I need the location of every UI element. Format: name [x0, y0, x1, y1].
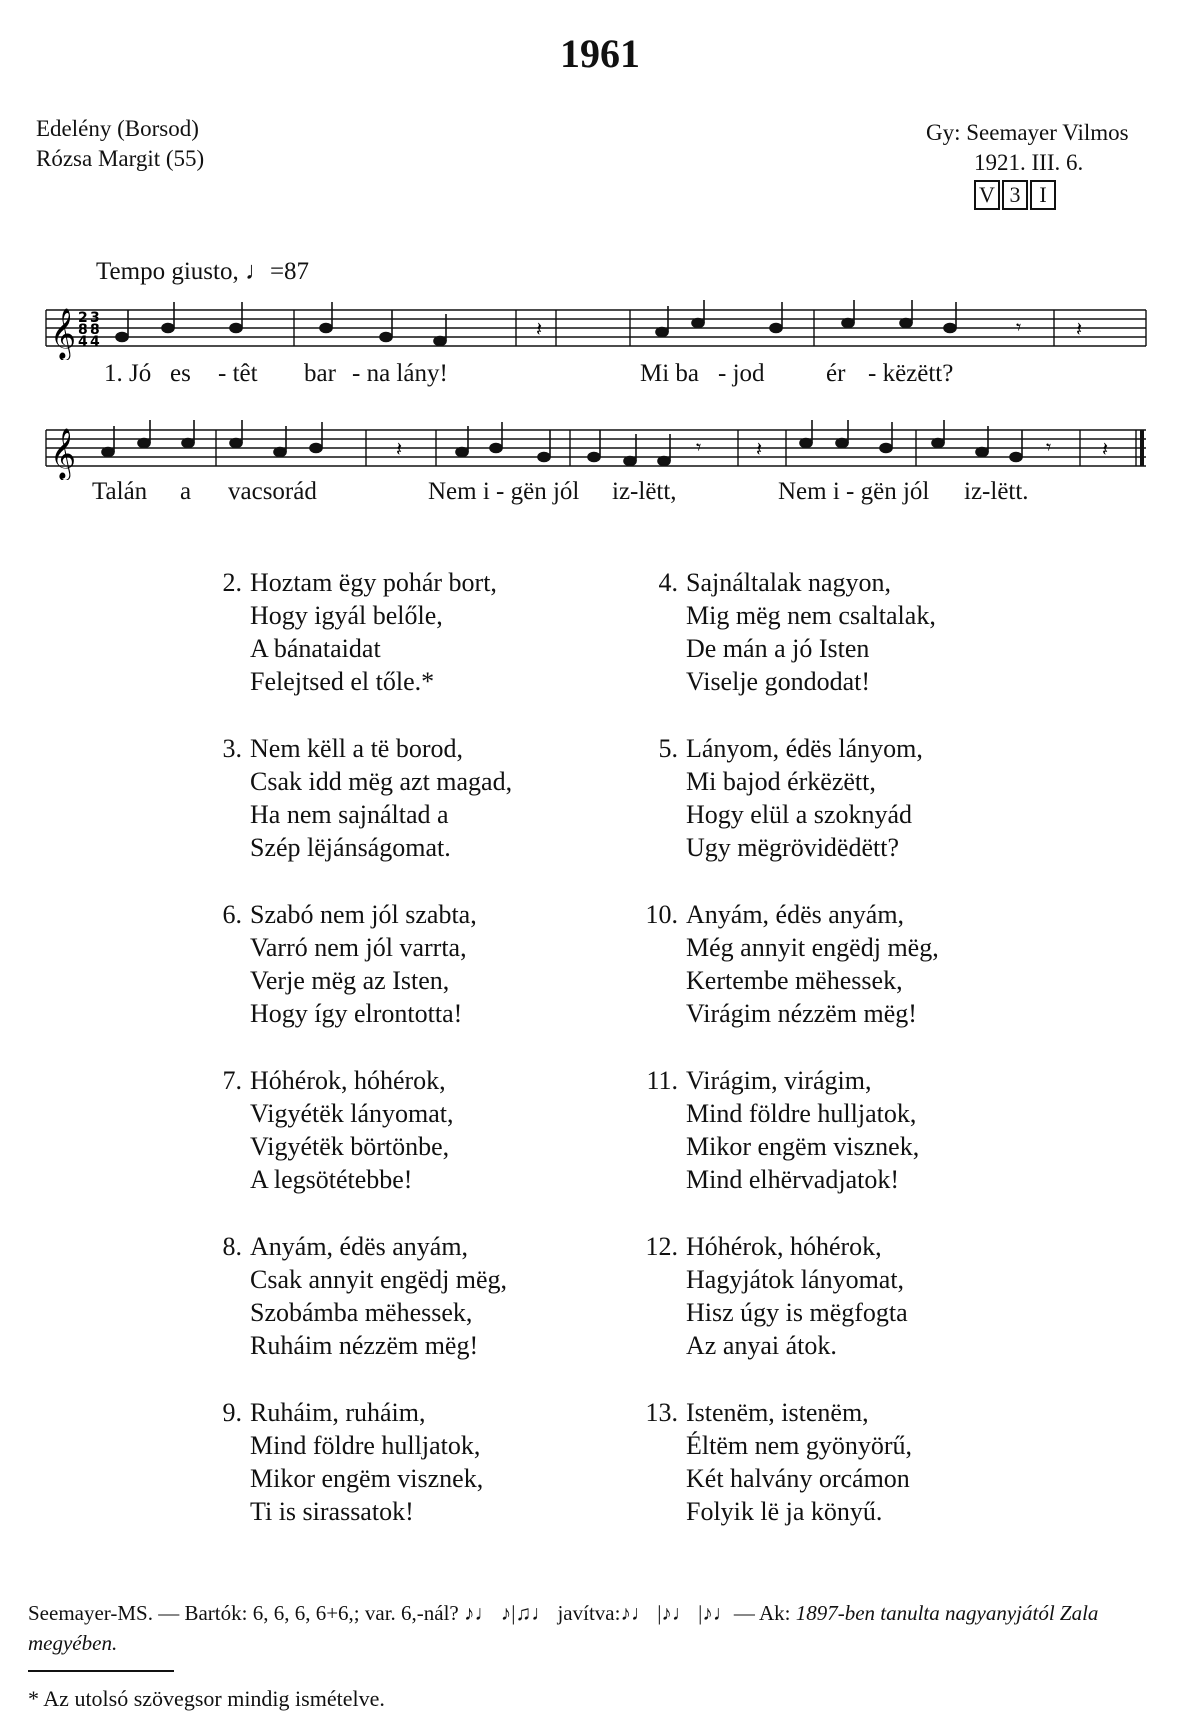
stanza-line: Hisz úgy is mëgfogta	[686, 1298, 908, 1327]
stanza-line: Mind elhërvadjatok!	[686, 1165, 899, 1194]
stanza-line: Viselje gondodat!	[686, 667, 871, 696]
lyric-syllable: - jod	[718, 360, 765, 387]
footnote-divider	[28, 1670, 174, 1672]
stanza-line: Mi bajod érkëzëtt,	[686, 767, 876, 796]
lyric-syllable: vacsorád	[228, 478, 317, 505]
svg-text:𝄞: 𝄞	[50, 308, 77, 359]
svg-text:𝄞: 𝄞	[50, 428, 77, 479]
stanza-line: Anyám, édës anyám,	[686, 900, 905, 929]
lyric-syllable: Nem i - gën jól	[428, 478, 580, 505]
lyric-syllable: a	[180, 478, 192, 505]
stanza-line: Csak idd mëg azt magad,	[250, 767, 513, 796]
class-box: I	[1030, 180, 1056, 210]
page-title: 1961	[560, 31, 640, 76]
source-footnote	[28, 1598, 1178, 1658]
svg-text:8: 8	[90, 322, 100, 338]
lyric-syllable: es	[170, 360, 191, 387]
place: Edelény (Borsod)	[36, 116, 199, 141]
tempo-marking: Tempo giusto, ♩=87	[96, 258, 310, 285]
music-staff-2	[36, 420, 1156, 480]
stanza-number: 11.	[646, 1066, 678, 1095]
svg-text:𝄽: 𝄽	[1076, 317, 1083, 341]
lyric-syllable: Mi ba	[640, 360, 700, 387]
stanza-line: Hóhérok, hóhérok,	[250, 1066, 446, 1095]
stanza-line: Hoztam ëgy pohár bort,	[250, 568, 497, 597]
stanza-line: Ruháim nézzëm mëg!	[250, 1331, 479, 1360]
class-box: 3	[1002, 180, 1028, 210]
stanza-line: Hagyjátok lányomat,	[686, 1265, 905, 1294]
stanza-line: Nem këll a të borod,	[250, 734, 463, 763]
stanza-line: Hogy elül a szoknyád	[686, 800, 913, 829]
stanza-line: Kertembe mëhessek,	[686, 966, 903, 995]
stanzas-right-column	[630, 566, 1070, 1526]
lyrics-line-2	[0, 478, 1200, 510]
class-box: V	[974, 180, 1000, 210]
collector: Gy: Seemayer Vilmos	[926, 120, 1129, 145]
stanza-number: 12.	[645, 1232, 678, 1261]
svg-text:𝄽: 𝄽	[756, 437, 763, 461]
lyric-syllable: bar	[304, 360, 336, 387]
lyric-syllable: - na lány!	[352, 360, 448, 387]
stanza-line: Hogy igyál belőle,	[250, 601, 443, 630]
stanza-line: Hogy így elrontotta!	[250, 999, 463, 1028]
stanza-line: Mind földre hulljatok,	[686, 1099, 917, 1128]
stanza-number: 10.	[645, 900, 678, 929]
lyric-syllable: ér	[826, 360, 846, 387]
stanzas-left-column	[194, 566, 614, 1526]
svg-text:3: 3	[90, 310, 100, 326]
svg-text:4: 4	[90, 334, 100, 350]
stanza-number: 6.	[222, 900, 242, 929]
lyric-syllable: iz-lëtt,	[612, 478, 677, 505]
stanza-line: Sajnáltalak nagyon,	[686, 568, 892, 597]
stanza-line: Ruháim, ruháim,	[250, 1398, 426, 1427]
stanza-number: 2.	[222, 568, 242, 597]
stanza-line: Csak annyit engëdj mëg,	[250, 1265, 508, 1294]
svg-text:2: 2	[78, 310, 88, 326]
footnote-source: Seemayer-MS. — Bartók: 6, 6, 6, 6+6,; var. 6,-nál? ♪♩ ♪|♫♩ javítva:♪♩ |♪♩ |♪♩— Ak:	[28, 1601, 791, 1625]
svg-text:𝄽: 𝄽	[1102, 437, 1109, 461]
stanza-line: Lányom, édës lányom,	[686, 734, 923, 763]
lyrics-line-1	[0, 360, 1200, 392]
stanza-line: Vigyétëk börtönbe,	[250, 1132, 450, 1161]
footnote-remark: 1897-ben tanulta nagyanyjától Zala megyében.	[28, 1601, 1099, 1655]
stanza-line: Ugy mëgrövidëdëtt?	[686, 833, 899, 862]
stanza-line: Folyik lë ja könyű.	[686, 1497, 883, 1526]
asterisk-note: * Az utolsó szövegsor mindig ismételve.	[28, 1686, 385, 1711]
stanza-line: Verje mëg az Isten,	[250, 966, 450, 995]
stanza-line: Vigyétëk lányomat,	[250, 1099, 454, 1128]
stanza-line: Anyám, édës anyám,	[250, 1232, 469, 1261]
stanza-line: Mikor engëm visznek,	[250, 1464, 484, 1493]
singer: Rózsa Margit (55)	[36, 146, 205, 171]
lyric-syllable: iz-lëtt.	[964, 478, 1029, 505]
stanza-number: 9.	[222, 1398, 242, 1427]
stanza-line: Két halvány orcámon	[686, 1464, 910, 1493]
stanza-line: Szabó nem jól szabta,	[250, 900, 477, 929]
stanza-line: Éltëm nem gyönyörű,	[686, 1431, 913, 1460]
stanza-line: Istenëm, istenëm,	[686, 1398, 869, 1427]
stanza-line: Mikor engëm visznek,	[686, 1132, 920, 1161]
svg-text:4: 4	[78, 334, 88, 350]
lyric-syllable: Talán	[92, 478, 148, 505]
stanza-number: 8.	[222, 1232, 242, 1261]
stanza-line: Mind földre hulljatok,	[250, 1431, 481, 1460]
stanza-number: 5.	[658, 734, 678, 763]
lyric-syllable: - këzëtt?	[868, 360, 954, 387]
stanza-line: De mán a jó Isten	[686, 634, 870, 663]
stanza-number: 7.	[222, 1066, 242, 1095]
stanza-line: Ti is sirassatok!	[250, 1497, 414, 1526]
origin-info	[36, 114, 204, 174]
stanza-number: 3.	[222, 734, 242, 763]
stanza-line: A legsötétebbe!	[250, 1165, 413, 1194]
stanza-line: Hóhérok, hóhérok,	[686, 1232, 882, 1261]
lyric-syllable: 1. Jó	[104, 360, 152, 387]
stanza-line: Mig mëg nem csaltalak,	[686, 601, 936, 630]
stanza-number: 13.	[645, 1398, 678, 1427]
lyric-syllable: Nem i - gën jól	[778, 478, 930, 505]
svg-text:8: 8	[78, 322, 88, 338]
svg-text:𝄾: 𝄾	[1016, 315, 1022, 339]
classification-boxes	[974, 180, 1056, 210]
collection-date: 1921. III. 6.	[974, 150, 1084, 175]
music-staff-1	[36, 300, 1156, 360]
svg-text:𝄽: 𝄽	[536, 317, 543, 341]
stanza-line: Felejtsed el tőle.*	[250, 667, 435, 696]
svg-text:𝄾: 𝄾	[696, 435, 702, 459]
stanza-number: 4.	[658, 568, 678, 597]
svg-text:𝄾: 𝄾	[1046, 435, 1052, 459]
stanza-line: Az anyai átok.	[686, 1331, 837, 1360]
stanza-line: Még annyit engëdj mëg,	[686, 933, 939, 962]
stanza-line: Szobámba mëhessek,	[250, 1298, 473, 1327]
stanza-line: Virágim, virágim,	[686, 1066, 872, 1095]
stanza-line: Ha nem sajnáltad a	[250, 800, 449, 829]
stanza-line: Szép lëjánságomat.	[250, 833, 451, 862]
stanza-line: A bánataidat	[250, 634, 381, 663]
collector-info	[926, 118, 1129, 178]
stanza-line: Virágim nézzëm mëg!	[686, 999, 917, 1028]
svg-text:𝄽: 𝄽	[396, 437, 403, 461]
stanza-line: Varró nem jól varrta,	[250, 933, 467, 962]
lyric-syllable: - têt	[218, 360, 258, 387]
